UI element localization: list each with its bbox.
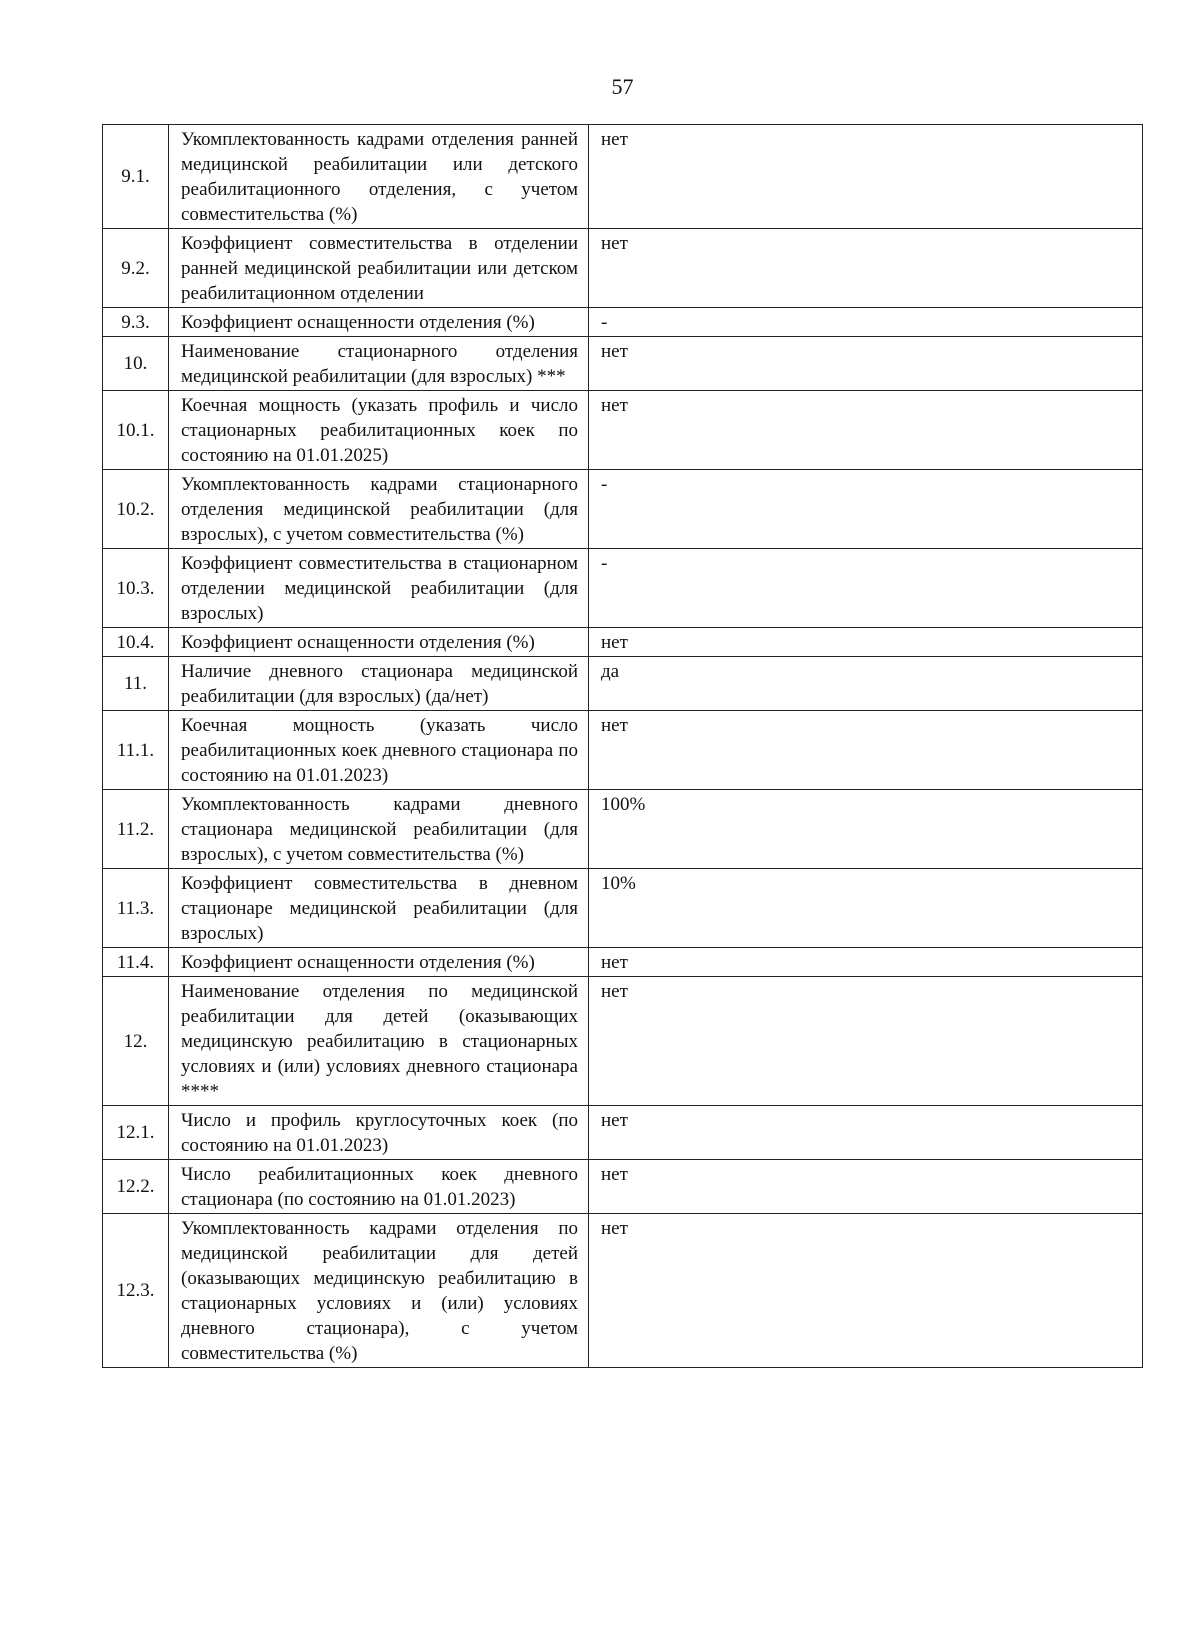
row-number: 11.3. <box>103 869 169 948</box>
row-description: Коэффициент совместительства в дневном стационаре медицинской реабилитации (для взрослых) <box>169 869 589 948</box>
table-row <box>103 790 1143 869</box>
row-value: нет <box>589 628 1143 657</box>
row-value: нет <box>589 1106 1143 1160</box>
row-description: Коечная мощность (указать число реабилитационных коек дневного стационара по состоянию на 01.01.2023) <box>169 711 589 790</box>
row-description: Коечная мощность (указать профиль и число стационарных реабилитационных коек по состоянию на 01.01.2025) <box>169 391 589 470</box>
row-value: нет <box>589 125 1143 229</box>
row-value: нет <box>589 229 1143 308</box>
row-number: 10. <box>103 337 169 391</box>
table-row <box>103 1106 1143 1160</box>
row-number: 12.1. <box>103 1106 169 1160</box>
table-row <box>103 1214 1143 1368</box>
row-number: 11.4. <box>103 948 169 977</box>
row-number: 10.2. <box>103 470 169 549</box>
row-description: Наличие дневного стационара медицинской реабилитации (для взрослых) (да/нет) <box>169 657 589 711</box>
row-value: нет <box>589 711 1143 790</box>
table-row <box>103 977 1143 1106</box>
table-row <box>103 549 1143 628</box>
row-number: 12.2. <box>103 1160 169 1214</box>
row-number: 9.1. <box>103 125 169 229</box>
table-row <box>103 391 1143 470</box>
row-description: Укомплектованность кадрами отделения ранней медицинской реабилитации или детского реабилитационного отделения, с учетом совместительства (%) <box>169 125 589 229</box>
row-number: 11.2. <box>103 790 169 869</box>
row-description: Укомплектованность кадрами стационарного отделения медицинской реабилитации (для взрослых), с учетом совместительства (%) <box>169 470 589 549</box>
row-number: 11.1. <box>103 711 169 790</box>
row-number: 10.3. <box>103 549 169 628</box>
row-value: нет <box>589 948 1143 977</box>
table-row <box>103 470 1143 549</box>
row-value: нет <box>589 977 1143 1106</box>
row-value: нет <box>589 1214 1143 1368</box>
row-value: - <box>589 549 1143 628</box>
row-number: 9.3. <box>103 308 169 337</box>
row-description: Коэффициент оснащенности отделения (%) <box>169 308 589 337</box>
table-row <box>103 337 1143 391</box>
row-value: 100% <box>589 790 1143 869</box>
row-description: Коэффициент оснащенности отделения (%) <box>169 948 589 977</box>
table-row <box>103 628 1143 657</box>
row-number: 10.1. <box>103 391 169 470</box>
row-value: да <box>589 657 1143 711</box>
table-row <box>103 711 1143 790</box>
row-description: Коэффициент совместительства в отделении ранней медицинской реабилитации или детском реабилитационном отделении <box>169 229 589 308</box>
row-number: 10.4. <box>103 628 169 657</box>
page-number: 57 <box>611 74 634 99</box>
row-description: Наименование стационарного отделения медицинской реабилитации (для взрослых) *** <box>169 337 589 391</box>
row-number: 12. <box>103 977 169 1106</box>
row-value: нет <box>589 337 1143 391</box>
row-description: Число реабилитационных коек дневного стационара (по состоянию на 01.01.2023) <box>169 1160 589 1214</box>
row-description: Коэффициент совместительства в стационарном отделении медицинской реабилитации (для взрослых) <box>169 549 589 628</box>
row-number: 9.2. <box>103 229 169 308</box>
row-description: Укомплектованность кадрами отделения по медицинской реабилитации для детей (оказывающих медицинскую реабилитацию в стационарных условиях и (или) условиях дневного стационара), с учетом совместительства (%) <box>169 1214 589 1368</box>
table-row <box>103 657 1143 711</box>
table-row <box>103 229 1143 308</box>
row-description: Наименование отделения по медицинской реабилитации для детей (оказывающих медицинскую реабилитацию в стационарных условиях и (или) условиях дневного стационара **** <box>169 977 589 1106</box>
row-value: - <box>589 308 1143 337</box>
table-row <box>103 125 1143 229</box>
table-row <box>103 869 1143 948</box>
rehabilitation-table <box>102 124 1143 1368</box>
row-value: нет <box>589 1160 1143 1214</box>
table-row <box>103 1160 1143 1214</box>
row-description: Укомплектованность кадрами дневного стационара медицинской реабилитации (для взрослых), с учетом совместительства (%) <box>169 790 589 869</box>
row-description: Коэффициент оснащенности отделения (%) <box>169 628 589 657</box>
row-value: нет <box>589 391 1143 470</box>
table-row <box>103 308 1143 337</box>
row-description: Число и профиль круглосуточных коек (по состоянию на 01.01.2023) <box>169 1106 589 1160</box>
table-body <box>103 125 1143 1368</box>
row-number: 12.3. <box>103 1214 169 1368</box>
row-value: 10% <box>589 869 1143 948</box>
table-row <box>103 948 1143 977</box>
row-number: 11. <box>103 657 169 711</box>
row-value: - <box>589 470 1143 549</box>
